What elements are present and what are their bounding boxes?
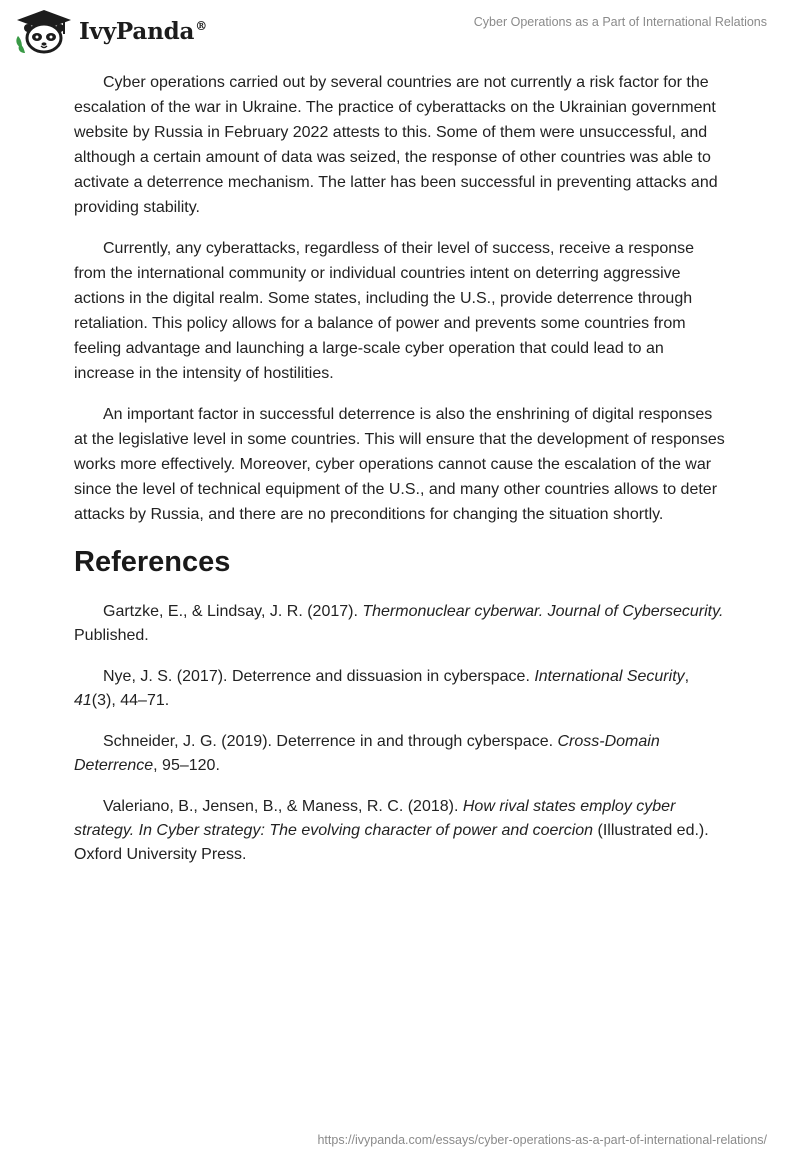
references-heading: References	[74, 546, 231, 578]
body-paragraph: An important factor in successful deterrence is also the enshrining of digital responses at the legislative level in some countries. This will ensure that the development of responses works more effectively. Moreover, cyber operations cannot cause the escalation of the war since the level of technical equipment of the U.S., and many other countries allows to deter attacks by Russia, and there are no preconditions for changing the situation shortly.	[74, 406, 725, 523]
panda-logo-icon	[14, 8, 74, 54]
reference-item: Valeriano, B., Jensen, B., & Maness, R. C. (2018). How rival states employ cyber strategy. In Cyber strategy: The evolving character of power and coercion (Illustrated ed.). Oxford University Press.	[74, 798, 709, 863]
registered-mark: ®	[195, 18, 207, 33]
body-paragraph: Cyber operations carried out by several countries are not currently a risk factor for the escalation of the war in Ukraine. The practice of cyberattacks on the Ukrainian government website by Russia in February 2022 attests to this. Some of them were unsuccessful, and although a certain amount of data was seized, the response of other countries was able to activate a deterrence mechanism. The latter has been successful in preventing attacks and providing stability.	[74, 74, 718, 216]
essay-content	[74, 70, 726, 884]
reference-item: Gartzke, E., & Lindsay, J. R. (2017). Thermonuclear cyberwar. Journal of Cybersecurity. Published.	[74, 603, 724, 644]
reference-item: Schneider, J. G. (2019). Deterrence in and through cyberspace. Cross-Domain Deterrence, 95–120.	[74, 733, 660, 774]
reference-item: Nye, J. S. (2017). Deterrence and dissuasion in cyberspace. International Security, 41(3), 44–71.	[74, 668, 690, 709]
source-url-link[interactable]: https://ivypanda.com/essays/cyber-operations-as-a-part-of-international-relations/	[317, 1133, 767, 1147]
brand-logo[interactable]	[14, 8, 207, 54]
page-header	[0, 0, 800, 60]
body-paragraph: Currently, any cyberattacks, regardless of their level of success, receive a response from the international community or individual countries intent on deterring aggressive actions in the digital realm. Some states, including the U.S., provide deterrence through retaliation. This policy allows for a balance of power and prevents some countries from feeling advantage and launching a large-scale cyber operation that could lead to an increase in the intensity of hostilities.	[74, 240, 695, 382]
running-title: Cyber Operations as a Part of International Relations	[473, 15, 767, 29]
brand-name: IvyPanda®	[79, 17, 207, 45]
